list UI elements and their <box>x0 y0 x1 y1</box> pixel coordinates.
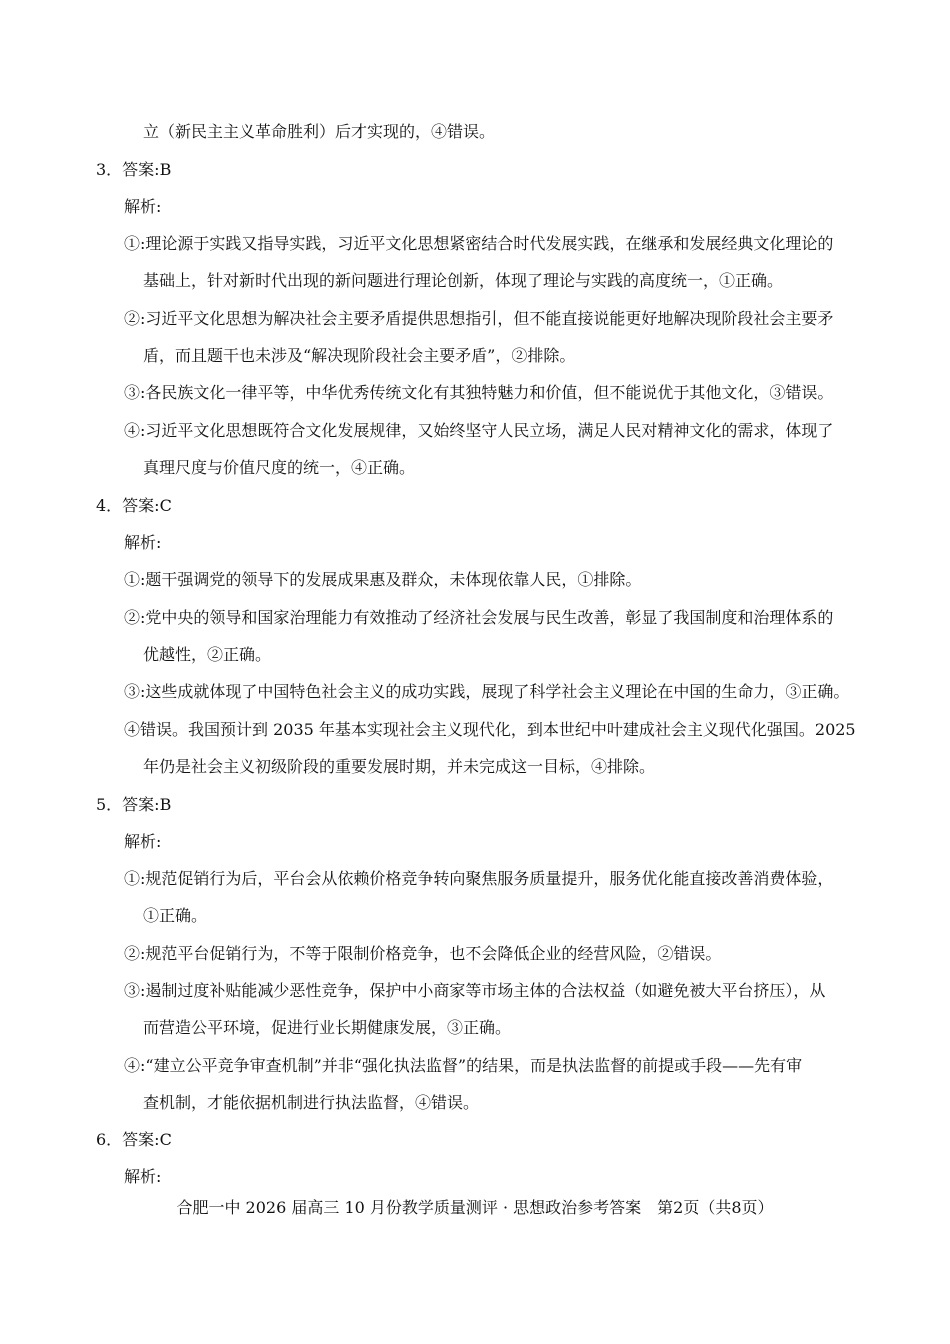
analysis-label: 解析: <box>124 197 162 216</box>
text-line: 查机制，才能依据机制进行执法监督，④错误。 <box>143 1093 480 1112</box>
text-line: ④错误。我国预计到 2035 年基本实现社会主义现代化，到本世纪中叶建成社会主义现代化强国。2025 <box>124 720 856 739</box>
text-line: ③:这些成就体现了中国特色社会主义的成功实践，展现了科学社会主义理论在中国的生命力，③正确。 <box>124 682 850 701</box>
answer-3-heading: 3．答案:B <box>96 160 172 179</box>
text-line: 立（新民主主义革命胜利）后才实现的，④错误。 <box>143 122 496 141</box>
text-line: ②:党中央的领导和国家治理能力有效推动了经济社会发展与民生改善，彰显了我国制度和治理体系的 <box>124 608 834 627</box>
answer-5-heading: 5．答案:B <box>96 795 172 814</box>
text-line: ③:遏制过度补贴能减少恶性竞争，保护中小商家等市场主体的合法权益（如避免被大平台挤压），从 <box>124 981 826 1000</box>
text-line: ④:“建立公平竞争审查机制”并非“强化执法监督”的结果，而是执法监督的前提或手段——先有审 <box>124 1056 803 1075</box>
analysis-label: 解析: <box>124 533 162 552</box>
page-footer: 合肥一中 2026 届高三 10 月份教学质量测评 · 思想政治参考答案 第2页（共8页） <box>176 1198 774 1217</box>
text-line: ②:规范平台促销行为，不等于限制价格竞争，也不会降低企业的经营风险，②错误。 <box>124 944 722 963</box>
text-line: ④:习近平文化思想既符合文化发展规律，又始终坚守人民立场，满足人民对精神文化的需求，体现了 <box>124 421 834 440</box>
text-line: 基础上，针对新时代出现的新问题进行理论创新，体现了理论与实践的高度统一，①正确。 <box>143 271 784 290</box>
text-line: ③:各民族文化一律平等，中华优秀传统文化有其独特魅力和价值，但不能说优于其他文化，③错误。 <box>124 383 834 402</box>
text-line: ①:题干强调党的领导下的发展成果惠及群众，未体现依靠人民，①排除。 <box>124 570 642 589</box>
text-line: 真理尺度与价值尺度的统一，④正确。 <box>143 458 416 477</box>
text-line: 盾，而且题干也未涉及“解决现阶段社会主要矛盾”，②排除。 <box>143 346 576 365</box>
text-line: ①:规范促销行为后，平台会从依赖价格竞争转向聚焦服务质量提升，服务优化能直接改善消费体验， <box>124 869 834 888</box>
text-line: 而营造公平环境，促进行业长期健康发展，③正确。 <box>143 1018 512 1037</box>
text-line: ①正确。 <box>143 906 208 925</box>
text-line: ①:理论源于实践又指导实践，习近平文化思想紧密结合时代发展实践，在继承和发展经典文化理论的 <box>124 234 834 253</box>
text-line: 年仍是社会主义初级阶段的重要发展时期，并未完成这一目标，④排除。 <box>143 757 656 776</box>
answer-4-heading: 4．答案:C <box>96 496 172 515</box>
analysis-label: 解析: <box>124 832 162 851</box>
analysis-label: 解析: <box>124 1167 162 1186</box>
answer-6-heading: 6．答案:C <box>96 1130 172 1149</box>
text-line: ②:习近平文化思想为解决社会主要矛盾提供思想指引，但不能直接说能更好地解决现阶段社会主要矛 <box>124 309 834 328</box>
text-line: 优越性，②正确。 <box>143 645 272 664</box>
